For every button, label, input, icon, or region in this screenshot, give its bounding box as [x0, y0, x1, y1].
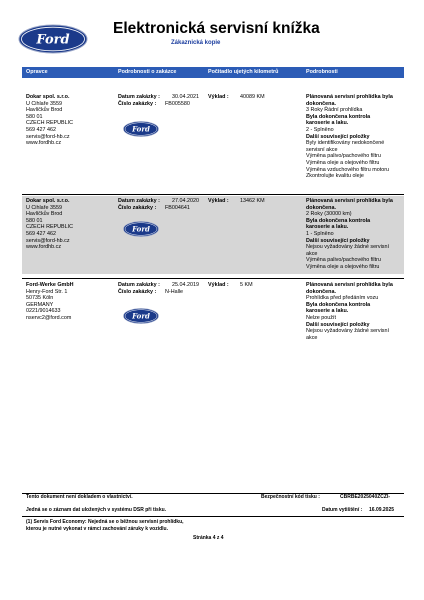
print-date-value: 16.09.2025 [369, 507, 395, 513]
dealer-address-line: CZECH REPUBLIC [26, 120, 74, 127]
dealer-address-line: Havlíčkův Brod [26, 211, 63, 218]
ownership-disclaimer: Tento dokument není dokladem o vlastnictví. [26, 494, 133, 500]
service-detail-line: Prohlídka před předáním vozu [306, 295, 379, 302]
dealer-address-line: 580 01 [26, 113, 43, 120]
service-detail-line: Zkontrolujte kvalitu oleje [306, 173, 364, 180]
service-detail-line: Výměna palivo/pachového filtru [306, 257, 381, 264]
service-detail-line: Byly identifikovány nedokončené [306, 140, 385, 147]
mileage-value: 40089 KM [240, 94, 265, 100]
dealer-info [26, 282, 74, 322]
service-detail-line: dokončena. [306, 288, 336, 295]
service-detail-line: Výměna vzduchového filtru motoru [306, 166, 389, 173]
order-date-label: Datum zakázky : [118, 282, 160, 288]
order-number-value: N-Halle [165, 288, 183, 295]
service-detail-line: Byla dokončena kontrola [306, 217, 371, 224]
service-detail-line: Další související položky [306, 237, 370, 244]
service-entry [22, 196, 404, 274]
dealer-address-line: Henry-Ford Str. 1 [26, 288, 68, 295]
service-detail-line: Nelze použít [306, 314, 336, 321]
dealer-phone: 0221/9014633 [26, 308, 61, 315]
service-detail-line: karoserie a laku. [306, 308, 349, 315]
footer-divider [22, 516, 404, 517]
order-number-value: FB005580 [165, 100, 190, 107]
page-number: Stránka 4 z 4 [193, 535, 224, 541]
mileage-value: 13462 KM [240, 198, 265, 204]
service-detail-line: 2 - Splněno [306, 126, 334, 133]
column-header-details: Podrobnosti [306, 69, 338, 75]
svg-text:Ford: Ford [132, 124, 150, 134]
column-header-bar [22, 67, 404, 78]
service-detail-line: Výměna oleje a olejového filtru [306, 263, 380, 270]
dealer-email: nservc2@ford.com [26, 314, 72, 321]
print-code-label: Bezpečnostní kód tisku : [261, 494, 320, 500]
column-header-repairer: Opravce [26, 69, 48, 75]
order-number-value: FB004641 [165, 204, 190, 211]
service-detail-line: Plánovaná servisní prohlídka byla [306, 282, 393, 288]
dealer-address-line: Havlíčkův Brod [26, 107, 63, 114]
dealer-address-line: CZECH REPUBLIC [26, 224, 74, 231]
entry-divider [22, 194, 404, 195]
dealer-address-line: GERMANY [26, 301, 54, 308]
service-detail-line: karoserie a laku. [306, 120, 349, 127]
dealer-phone: 569 427 462 [26, 126, 56, 133]
service-detail-line: 3 Roky Řádní prohlídka [306, 107, 363, 114]
order-number-label: Číslo zakázky : [118, 100, 157, 107]
dealer-name: Ford-Werke GmbH [26, 282, 74, 288]
service-detail-line: karoserie a laku. [306, 224, 349, 231]
column-header-mileage: Počitadlo ujetých kilometrů [208, 69, 279, 75]
record-note: Jedná se o záznam dat uložených v systému DSR při tisku. [26, 507, 167, 513]
mileage-label: Výklad : [208, 198, 229, 204]
document-subtitle: Zákaznická kopie [171, 40, 221, 46]
dealer-address-line: U Cihlaře 3559 [26, 100, 62, 107]
service-details [306, 198, 393, 271]
service-detail-line: Další související položky [306, 321, 370, 328]
service-detail-line: servisní akce [306, 146, 338, 153]
service-detail-line: akce [306, 334, 318, 341]
service-detail-line: akce [306, 250, 318, 257]
order-date-label: Datum zakázky : [118, 94, 160, 100]
service-detail-line: 1 - Splněno [306, 230, 334, 237]
print-date-label: Datum vytištění : [322, 507, 363, 513]
service-detail-line: Plánovaná servisní prohlídka byla [306, 94, 393, 100]
svg-text:Ford: Ford [132, 311, 150, 321]
dealer-info [26, 94, 73, 147]
document-title: Elektronická servisní knížka [113, 20, 320, 37]
economy-note-line: (1) Servis Ford Economy: Nejedná se o běžnou servisní prohlídku, [26, 519, 184, 525]
dealer-email: servis@ford-hb.cz [26, 237, 70, 244]
dealer-web: www.fordhb.cz [26, 140, 62, 147]
service-detail-line: dokončena. [306, 100, 336, 107]
order-number-label: Číslo zakázky : [118, 204, 157, 211]
mileage-label: Výklad : [208, 94, 229, 100]
ford-logo [123, 121, 159, 137]
dealer-name: Dokar spol. s.r.o. [26, 94, 70, 100]
service-detail-line: Nejsou vyžadovány žádné servisní [306, 328, 389, 335]
dealer-address-line: 580 01 [26, 217, 43, 224]
service-entry [22, 282, 404, 348]
mileage-value: 5 KM [240, 282, 253, 288]
service-details [306, 94, 393, 180]
service-detail-line: Další související položky [306, 133, 370, 140]
ford-logo [123, 221, 159, 237]
service-detail-line: Výměna oleje a olejového filtru [306, 159, 380, 166]
order-date-value: 30.04.2021 [172, 94, 199, 100]
dealer-email: servis@ford-hb.cz [26, 133, 70, 140]
svg-text:Ford: Ford [36, 32, 70, 48]
ford-logo [123, 308, 159, 324]
service-detail-line: Výměna palivo/pachového filtru [306, 153, 381, 160]
service-entry [22, 94, 404, 190]
dealer-address-line: U Cihlaře 3559 [26, 204, 62, 211]
order-date-value: 27.04.2020 [172, 198, 199, 204]
service-detail-line: Byla dokončena kontrola [306, 301, 371, 308]
dealer-address-line: 50735 Köln [26, 295, 54, 302]
ford-logo [18, 24, 88, 54]
service-detail-line: 2 Roky (30000 km) [306, 211, 352, 218]
dealer-web: www.fordhb.cz [26, 244, 62, 251]
order-number-label: Číslo zakázky : [118, 288, 157, 295]
order-date-value: 25.04.2019 [172, 282, 199, 288]
mileage-label: Výklad : [208, 282, 229, 288]
service-detail-line: dokončena. [306, 204, 336, 211]
column-header-order: Podrobnosti o zakázce [118, 69, 177, 75]
service-detail-line: Byla dokončena kontrola [306, 113, 371, 120]
print-code-value: CBRBE2025040ZCZI- [340, 494, 391, 500]
service-detail-line: Plánovaná servisní prohlídka byla [306, 198, 393, 204]
svg-text:Ford: Ford [132, 224, 150, 234]
service-detail-line: Nejsou vyžadovány žádné servisní [306, 244, 389, 251]
dealer-info [26, 198, 73, 251]
economy-note-line: kterou je nutné vykonat v rámci zachování záruky k vozidlu. [26, 526, 168, 532]
dealer-phone: 569 427 462 [26, 230, 56, 237]
order-date-label: Datum zakázky : [118, 198, 160, 204]
entry-divider [22, 278, 404, 279]
service-details [306, 282, 393, 341]
dealer-name: Dokar spol. s.r.o. [26, 198, 70, 204]
